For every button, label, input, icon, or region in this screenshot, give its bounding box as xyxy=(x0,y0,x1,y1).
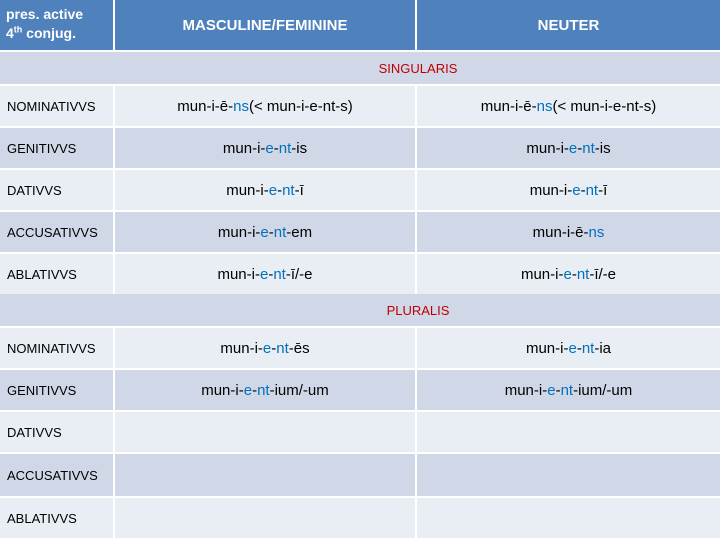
form-neuter xyxy=(417,328,720,368)
form-segment-end: nt xyxy=(278,139,292,157)
case-label: GENITIVVS xyxy=(0,370,113,410)
form-segment-mid: - xyxy=(268,223,274,241)
form-segment-pre: mun-i- xyxy=(529,181,573,199)
form-masculine-feminine xyxy=(115,86,415,126)
form-masculine-feminine xyxy=(115,128,415,168)
form-segment-post: -ium/-um xyxy=(573,381,633,399)
form-segment-end: nt xyxy=(582,139,595,157)
form-segment-end: ns xyxy=(233,97,249,115)
form-segment-pre: mun-i- xyxy=(480,97,524,115)
section-label-plural: PLURALIS xyxy=(0,294,720,326)
form-neuter xyxy=(417,128,720,168)
form-masculine-feminine xyxy=(115,254,415,294)
form-masculine-feminine xyxy=(115,454,415,496)
form-neuter xyxy=(417,370,720,410)
case-label: GENITIVVS xyxy=(0,128,113,168)
form-neuter xyxy=(417,498,720,538)
form-neuter xyxy=(417,170,720,210)
form-segment-post: -is xyxy=(291,139,308,157)
form-segment-post: -ī/-e xyxy=(589,265,617,283)
form-segment-post: -ī/-e xyxy=(285,265,313,283)
form-segment-pre: mun-i- xyxy=(525,339,569,357)
corner-line-1: pres. active xyxy=(6,6,84,22)
form-segment-pre: mun-i- xyxy=(526,139,569,157)
form-segment-e: e xyxy=(262,339,272,357)
form-segment-pre: mun-i- xyxy=(217,223,261,241)
form-segment-e: e xyxy=(268,181,278,199)
case-label: ABLATIVVS xyxy=(0,254,113,294)
form-segment-e: e xyxy=(568,139,578,157)
form-segment-post: -ium/-um xyxy=(269,381,329,399)
form-segment-mid: ē- xyxy=(219,97,234,115)
form-segment-post: -ēs xyxy=(288,339,310,357)
form-segment-post: -ī xyxy=(294,181,304,199)
form-segment-e: e xyxy=(265,139,274,157)
form-segment-end: nt xyxy=(282,181,295,199)
form-segment-post: -ia xyxy=(594,339,612,357)
table-corner-label xyxy=(0,0,113,50)
form-segment-end: nt xyxy=(560,381,574,399)
form-masculine-feminine xyxy=(115,170,415,210)
form-segment-mid: ē- xyxy=(575,223,589,241)
form-segment-e: e xyxy=(568,339,577,357)
form-segment-mid: - xyxy=(580,181,586,199)
form-segment-post: (< mun-i-e-nt-s) xyxy=(552,97,657,115)
form-segment-mid: ē- xyxy=(523,97,537,115)
form-segment-e: e xyxy=(259,265,269,283)
form-segment-pre: mun-i- xyxy=(226,181,269,199)
form-neuter xyxy=(417,86,720,126)
case-label: ACCUSATIVVS xyxy=(0,454,113,496)
form-segment-end: nt xyxy=(273,223,287,241)
form-segment-pre: mun-i- xyxy=(504,381,548,399)
case-label: ABLATIVVS xyxy=(0,498,113,538)
form-segment-end: nt xyxy=(257,381,270,399)
section-label-singular: SINGULARIS xyxy=(0,52,720,84)
case-label: NOMINATIVVS xyxy=(0,328,113,368)
form-segment-mid: - xyxy=(252,381,258,399)
form-segment-post: (< mun-i-e-nt-s) xyxy=(248,97,353,115)
form-segment-e: e xyxy=(260,223,269,241)
form-segment-end: nt xyxy=(276,339,289,357)
form-neuter xyxy=(417,412,720,452)
case-label: NOMINATIVVS xyxy=(0,86,113,126)
form-segment-e: e xyxy=(243,381,253,399)
form-neuter xyxy=(417,454,720,496)
form-segment-mid: - xyxy=(273,139,279,157)
column-header-masculine-feminine: MASCULINE/FEMININE xyxy=(115,0,415,50)
form-segment-post: -is xyxy=(594,139,611,157)
form-segment-pre: mun-i- xyxy=(532,223,576,241)
form-segment-mid: - xyxy=(577,139,583,157)
column-header-neuter: NEUTER xyxy=(417,0,720,50)
corner-line-2: 4th conjug. xyxy=(6,24,76,41)
form-segment-e: e xyxy=(547,381,556,399)
case-label: DATIVVS xyxy=(0,170,113,210)
form-segment-mid: - xyxy=(271,339,277,357)
form-segment-mid: - xyxy=(576,339,582,357)
form-neuter xyxy=(417,212,720,252)
form-masculine-feminine xyxy=(115,328,415,368)
form-segment-pre: mun-i- xyxy=(201,381,244,399)
form-segment-end: nt xyxy=(585,181,599,199)
form-segment-pre: mun-i- xyxy=(220,339,263,357)
form-masculine-feminine xyxy=(115,212,415,252)
form-segment-mid: - xyxy=(277,181,283,199)
form-segment-end: nt xyxy=(581,339,595,357)
case-label: DATIVVS xyxy=(0,412,113,452)
form-segment-pre: mun-i- xyxy=(520,265,564,283)
form-segment-e: e xyxy=(572,181,581,199)
form-segment-e: e xyxy=(563,265,572,283)
form-masculine-feminine xyxy=(115,498,415,538)
form-masculine-feminine xyxy=(115,370,415,410)
form-segment-post: -ī xyxy=(598,181,608,199)
form-segment-end: nt xyxy=(273,265,286,283)
form-segment-end: ns xyxy=(588,223,605,241)
form-segment-end: nt xyxy=(576,265,590,283)
form-segment-mid: - xyxy=(571,265,577,283)
form-segment-pre: mun-i- xyxy=(217,265,260,283)
form-neuter xyxy=(417,254,720,294)
form-segment-pre: mun-i- xyxy=(222,139,266,157)
case-label: ACCUSATIVVS xyxy=(0,212,113,252)
form-segment-mid: - xyxy=(268,265,274,283)
form-segment-end: ns xyxy=(536,97,553,115)
form-segment-pre: mun-i- xyxy=(177,97,220,115)
form-segment-post: -em xyxy=(286,223,313,241)
form-masculine-feminine xyxy=(115,412,415,452)
form-segment-mid: - xyxy=(555,381,561,399)
